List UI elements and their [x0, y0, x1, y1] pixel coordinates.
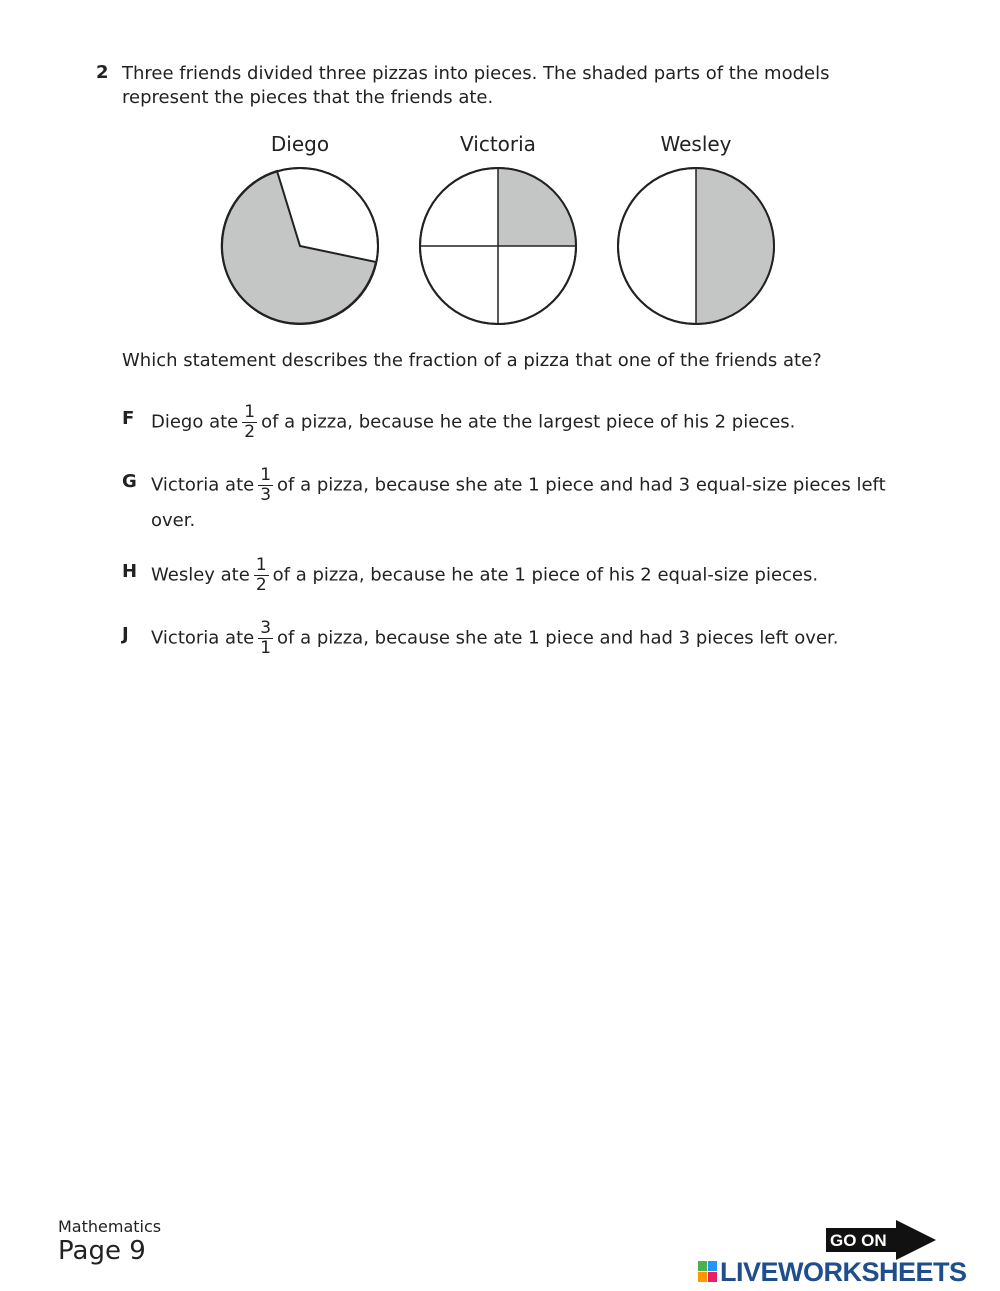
liveworksheets-logo	[698, 1257, 994, 1287]
fraction-denominator: 3	[260, 485, 272, 505]
fraction-denominator: 1	[260, 638, 272, 658]
fraction-numerator: 1	[255, 555, 267, 575]
choice-text-after: of a pizza, because she ate 1 piece and had 3 pieces left over.	[277, 627, 839, 649]
pizza-label-diego: Diego	[270, 132, 330, 156]
fraction-numerator: 1	[260, 465, 272, 485]
go-on-arrow	[826, 1220, 936, 1260]
choice-text-after: of a pizza, because he ate 1 piece of his 2 equal-size pieces.	[272, 564, 819, 586]
pizza-model-victoria	[418, 166, 578, 326]
choice-letter: F	[122, 408, 135, 429]
choice-letter: J	[122, 624, 129, 645]
go-on-label: GO ON	[830, 1231, 887, 1250]
fraction-denominator: 2	[255, 575, 267, 595]
choice-text-after: of a pizza, because he ate the largest piece of his 2 pieces.	[261, 411, 796, 433]
fraction	[258, 466, 273, 505]
fraction-denominator: 2	[244, 422, 256, 442]
question-number: 2	[96, 62, 109, 83]
fraction	[242, 403, 257, 442]
brand-name: LIVEWORKSHEETS	[720, 1257, 967, 1287]
choice-text-before: Diego ate	[151, 411, 239, 433]
footer-page-number: Page 9	[58, 1236, 146, 1266]
fraction-numerator: 1	[244, 402, 256, 422]
pizza-model-diego	[220, 166, 380, 326]
choice-letter: G	[122, 471, 137, 492]
question-prompt: Which statement describes the fraction of a pizza that one of the friends ate?	[122, 350, 822, 371]
question-stem: Three friends divided three pizzas into pieces. The shaded parts of the models represent the pieces that the friends ate.	[122, 63, 830, 108]
logo-blocks-icon	[698, 1261, 718, 1283]
choice-text-after: of a pizza, because she ate 1 piece and had 3 equal-size pieces left over.	[151, 474, 886, 531]
choice-text-before: Victoria ate	[151, 474, 255, 496]
choice-letter: H	[122, 561, 138, 582]
fraction-numerator: 3	[260, 618, 272, 638]
pizza-label-wesley: Wesley	[660, 132, 732, 156]
footer-subject: Mathematics	[58, 1217, 162, 1236]
fraction	[254, 556, 269, 595]
pizza-model-wesley	[616, 166, 776, 326]
choice-text-before: Victoria ate	[151, 627, 255, 649]
fraction	[258, 619, 273, 658]
choice-text-before: Wesley ate	[151, 564, 250, 586]
pizza-label-victoria: Victoria	[460, 132, 536, 156]
